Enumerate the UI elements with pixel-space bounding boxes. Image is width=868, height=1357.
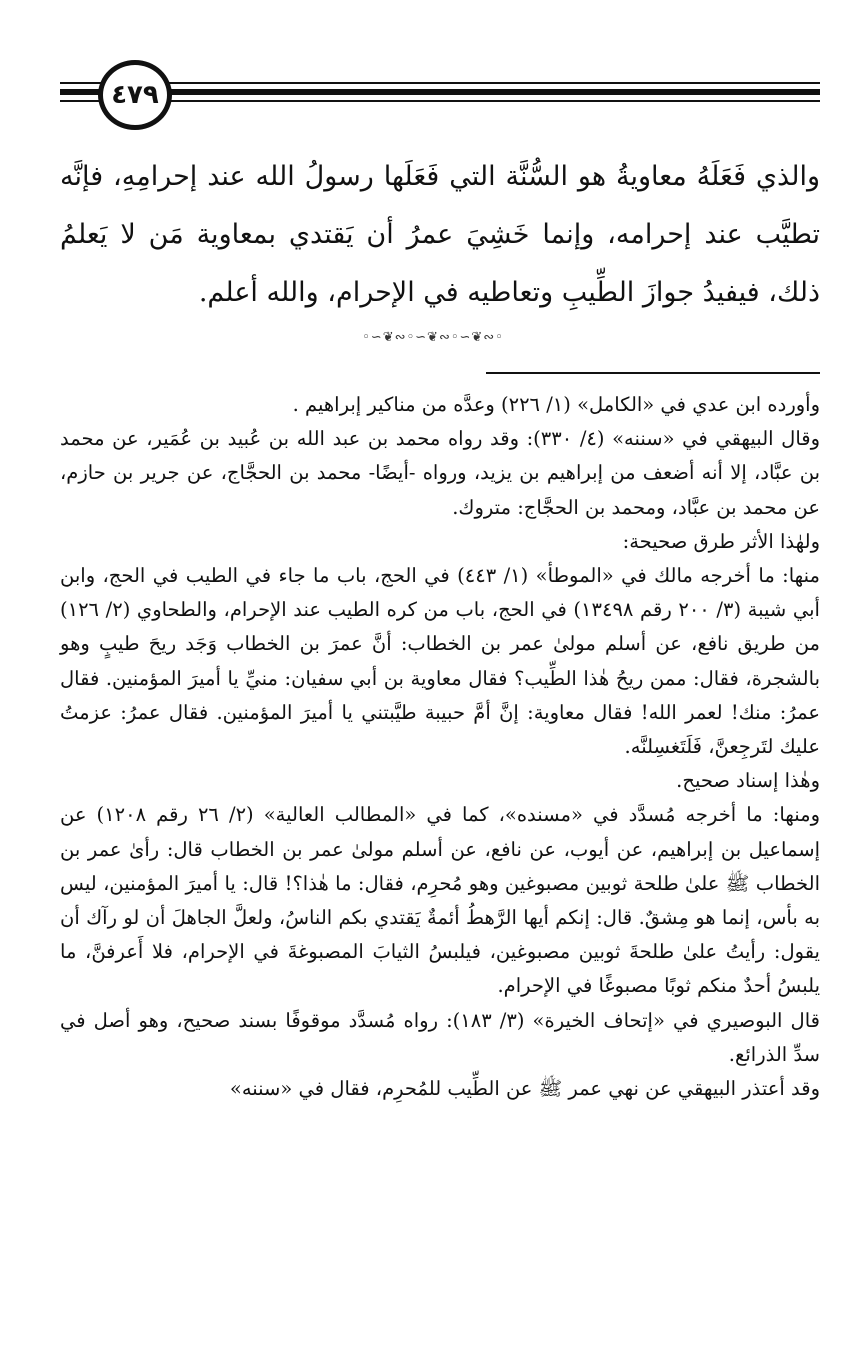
section-ornament: ◦∽❦∾◦∽❦∾◦∽❦∾◦: [362, 330, 504, 345]
header-rule-top: [60, 82, 820, 84]
footnotes-block: [60, 388, 820, 1106]
page-number-badge: [98, 60, 172, 130]
footnote-paragraph: قال البوصيري في «إتحاف الخيرة» (٣/ ١٨٣): رواه مُسدَّد موقوفًا بسند صحيح، وهو أصل في سدِّ الذرائع.: [60, 1008, 820, 1066]
main-text-block: [60, 148, 820, 322]
footnote-separator: [486, 372, 820, 374]
footnote-paragraph: ومنها: ما أخرجه مُسدَّد في «مسنده»، كما في «المطالب العالية» (٢/ ٢٦ رقم ١٢٠٨) عن إسماعيل بن إبراهيم، عن أيوب، عن نافع، عن أسلم مولىٰ عمر بن الخطاب قال: رأىٰ عمر بن الخطاب ﷺ علىٰ طلحة ثوبين مصبوغين وهو مُحرِم، فقال: ما هٰذا؟! قال: يا أميرَ المؤمنين، ليس به بأس، إنما هو مِشقٌ. قال: إنكم أيها الرَّهطُ أئمةٌ يَقتدي بكم الناسُ، ولعلَّ الجاهلَ أن لو رآك أن يقول: رأيتُ علىٰ طلحةَ ثوبين مصبوغين، فيلبسُ الثيابَ المصبوغةَ في الإحرام، فلا أَعرفنَّ، ما يلبسُ أحدٌ منكم ثوبًا مصبوغًا في الإحرام.: [60, 803, 820, 998]
header-rule-bottom: [60, 100, 820, 102]
page-header: [60, 62, 820, 132]
main-paragraph: والذي فَعَلَهُ معاويةُ هو السُّنَّة التي فَعَلَها رسولُ الله عند إحرامِهِ، فإنَّه تطيَّب عند إحرامه، وإنما خَشِيَ عمرُ أن يَقتدي بمعاوية مَن لا يَعلمُ ذلك، فيفيدُ جوازَ الطِّيبِ وتعاطيه في الإحرام، والله أعلم.: [60, 161, 820, 308]
page-number: ٤٧٩: [111, 80, 159, 110]
footnote-paragraph: ولهٰذا الأثر طرق صحيحة:: [622, 529, 820, 553]
footnote-paragraph: وهٰذا إسناد صحيح.: [676, 769, 820, 793]
footnote-paragraph: وقد أعتذر البيهقي عن نهي عمر ﷺ عن الطِّيب للمُحرِم، فقال في «سننه»: [229, 1077, 820, 1101]
footnote-paragraph: وأورده ابن عدي في «الكامل» (١/ ٢٢٦) وعدَّه من مناكير إبراهيم .: [292, 393, 820, 416]
footnote-paragraph: وقال البيهقي في «سننه» (٤/ ٣٣٠): وقد رواه محمد بن عبد الله بن عُبيد بن عُمَير، عن محمد بن عبَّاد، إلا أنه أضعف من إبراهيم بن يزيد، ورواه -أيضًا- محمد بن الحجَّاج، عن جرير بن حازم، عن محمد بن عبَّاد، ومحمد بن الحجَّاج: متروك.: [60, 427, 821, 519]
header-rule-thick: [60, 89, 820, 95]
footnote-paragraph: منها: ما أخرجه مالك في «الموطأ» (١/ ٤٤٣) في الحج، باب ما جاء في الطيب في الحج، وابن أبي شيبة (٣/ ٢٠٠ رقم ١٣٤٩٨) في الحج، باب من كره الطيب عند الإحرام، والطحاوي (٢/ ١٢٦) من طريق نافع، عن أسلم مولىٰ عمر بن الخطاب: أنَّ عمرَ بن الخطاب وَجَد ريحَ طيبٍ وهو بالشجرة، فقال: ممن ريحُ هٰذا الطِّيب؟ فقال معاوية بن أبي سفيان: منيِّ يا أميرَ المؤمنين. فقال عمرُ: منك! لعمر الله! فقال معاوية: إنَّ أمَّ حبيبة طيَّبتني يا أميرَ المؤمنين. فقال عمرُ: عزمتُ عليك لتَرجِعنَّ، فَلَتَغسِلنَّه.: [60, 564, 820, 759]
